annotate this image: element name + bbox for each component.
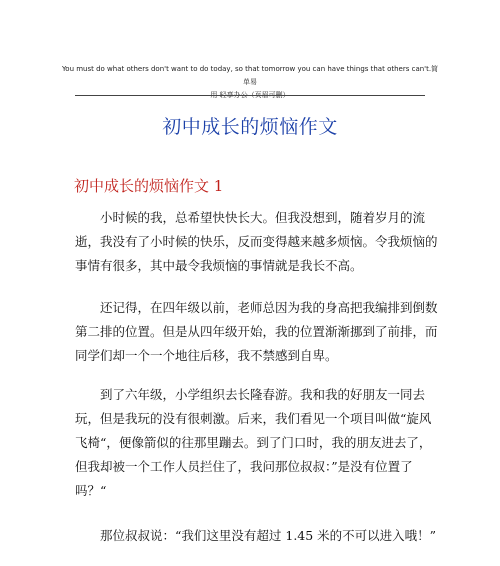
document-title: 初中成长的烦恼作文 bbox=[162, 116, 338, 138]
page-header bbox=[60, 63, 440, 102]
header-divider bbox=[75, 95, 425, 96]
paragraph: 还记得，在四年级以前，老师总因为我的身高把我编排到倒数第二排的位置。但是从四年级开始，我的位置渐渐挪到了前排，而同学们却一个一个地往后移，我不禁感到自卑。 bbox=[75, 300, 438, 363]
header-note: 用 轻享办公（页眉可删） bbox=[210, 91, 290, 99]
paragraph: 小时候的我，总希望快快长大。但我没想到，随着岁月的流逝，我没有了小时候的快乐，反而变得越来越多烦恼。令我烦恼的事情有很多，其中最令我烦恼的事情就是我长不高。 bbox=[75, 210, 438, 273]
paragraph: 到了六年级，小学组织去长隆春游。我和我的好朋友一同去玩，但是我玩的没有很刺激。后来，我们看见一个项目叫做“旋风飞椅“，便像箭似的往那里蹦去。到了门口时，我的朋友进去了，但我却被一个工作人员拦住了，我问那位叔叔：”是没有位置了吗？“ bbox=[75, 387, 432, 498]
paragraph: 那位叔叔说：“我们这里没有超过 1.45 米的不可以进入哦！” bbox=[100, 528, 437, 543]
header-quote: You must do what others don't want to do today, so that tomorrow you can have things that others can't.简单易 bbox=[61, 65, 439, 86]
section-title: 初中成长的烦恼作文 1 bbox=[74, 177, 224, 195]
